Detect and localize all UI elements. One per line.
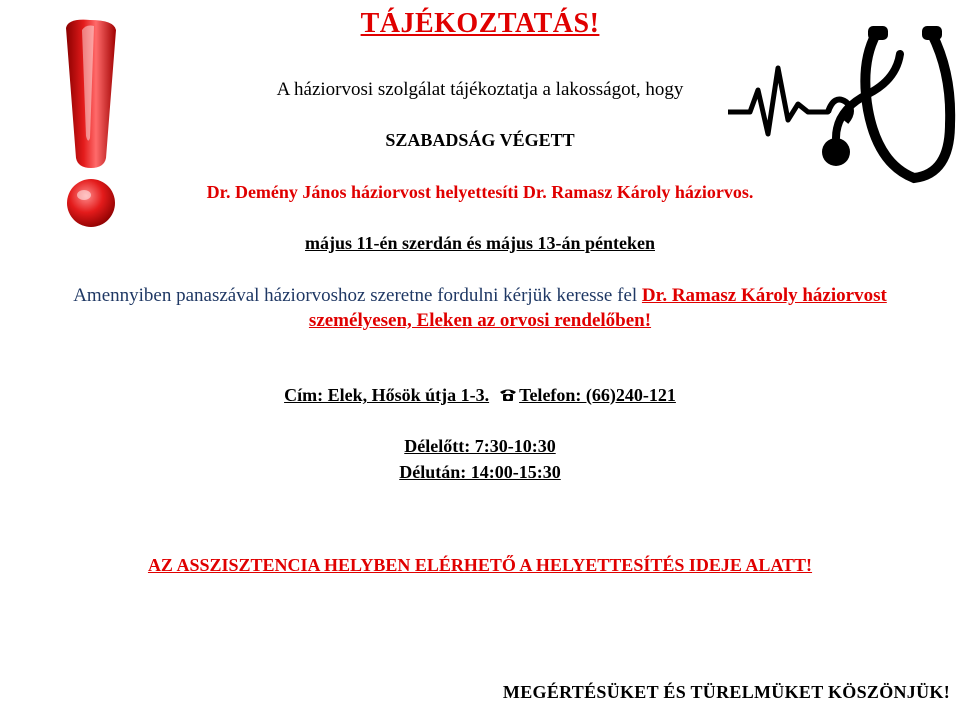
intro-text: A háziorvosi szolgálat tájékoztatja a lakosságot, hogy: [276, 79, 684, 100]
address-text: Cím: Elek, Hősök útja 1-3.: [284, 385, 490, 405]
telephone-icon: [499, 388, 517, 402]
contact-text: Amennyiben panaszával háziorvoshoz szeretne fordulni kérjük keresse fel: [73, 285, 642, 306]
notice-title: TÁJÉKOZTATÁS!: [360, 8, 600, 39]
stethoscope-heartbeat-icon: [728, 24, 960, 186]
phone-text: Telefon: (66)240-121: [519, 385, 676, 405]
dates-text: május 11-én szerdán és május 13-án pénteken: [304, 233, 655, 253]
substitute-doctor-text: Dr. Demény János háziorvost helyettesíti Dr. Ramasz Károly háziorvos.: [206, 182, 754, 202]
contact-highlight: Dr. Ramasz Károly háziorvost személyesen, Eleken az orvosi rendelőben!: [308, 285, 887, 331]
hours-morning: Délelőtt: 7:30-10:30: [404, 436, 556, 456]
thanks-text: MEGÉRTÉSÜKET ÉS TÜRELMÜKET KÖSZÖNJÜK!: [502, 682, 950, 702]
contact-instructions: [20, 283, 940, 333]
hours-afternoon: Délután: 14:00-15:30: [399, 462, 561, 482]
assistance-notice: AZ ASSZISZTENCIA HELYBEN ELÉRHETŐ A HELYETTESÍTÉS IDEJE ALATT!: [147, 555, 813, 575]
address-line: [0, 385, 960, 406]
reason-text: SZABADSÁG VÉGETT: [385, 130, 575, 150]
